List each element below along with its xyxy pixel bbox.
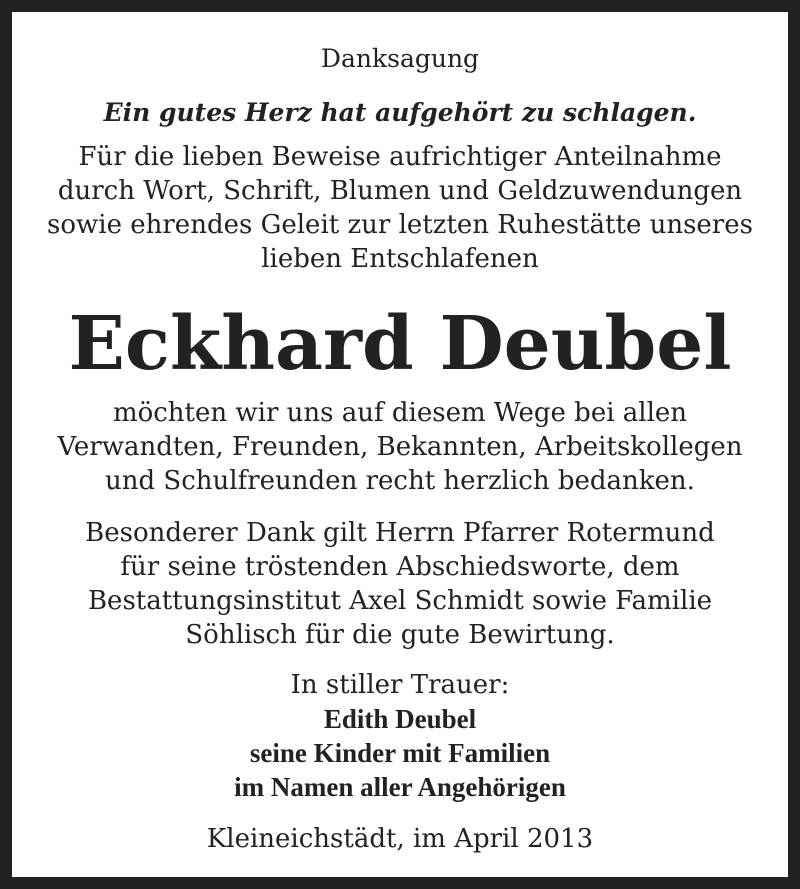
special-thanks-line: für seine tröstenden Abschiedsworte, dem: [120, 552, 680, 582]
intro-line: durch Wort, Schrift, Blumen und Geldzuwendungen: [57, 176, 743, 206]
intro-line: lieben Entschlafenen: [261, 244, 539, 274]
special-thanks-paragraph: [12, 516, 788, 652]
motto: Ein gutes Herz hat aufgehört zu schlagen.: [103, 98, 697, 127]
place-date: Kleineichstädt, im April 2013: [206, 824, 594, 854]
thanks-line: möchten wir uns auf diesem Wege bei allen: [112, 398, 688, 428]
mourning-block: [12, 668, 788, 804]
notice-heading: Danksagung: [320, 44, 480, 73]
intro-paragraph: [12, 140, 788, 276]
special-thanks-line: Bestattungsinstitut Axel Schmidt sowie Familie: [87, 586, 713, 616]
deceased-name: Eckhard Deubel: [68, 301, 732, 387]
signatory: seine Kinder mit Familien: [249, 738, 551, 768]
thanks-line: Verwandten, Freunden, Bekannten, Arbeitskollegen: [57, 432, 743, 462]
special-thanks-line: Söhlisch für die gute Bewirtung.: [185, 620, 615, 650]
signatory: im Namen aller Angehörigen: [234, 772, 566, 802]
intro-line: Für die lieben Beweise aufrichtiger Anteilnahme: [78, 142, 722, 172]
intro-line: sowie ehrendes Geleit zur letzten Ruhestätte unseres: [47, 210, 753, 240]
mourning-label: In stiller Trauer:: [290, 670, 510, 700]
thanks-line: und Schulfreunden recht herzlich bedanken.: [105, 466, 695, 496]
thanks-paragraph: [12, 396, 788, 498]
special-thanks-line: Besonderer Dank gilt Herrn Pfarrer Rotermund: [85, 518, 715, 548]
signatory: Edith Deubel: [323, 704, 477, 734]
